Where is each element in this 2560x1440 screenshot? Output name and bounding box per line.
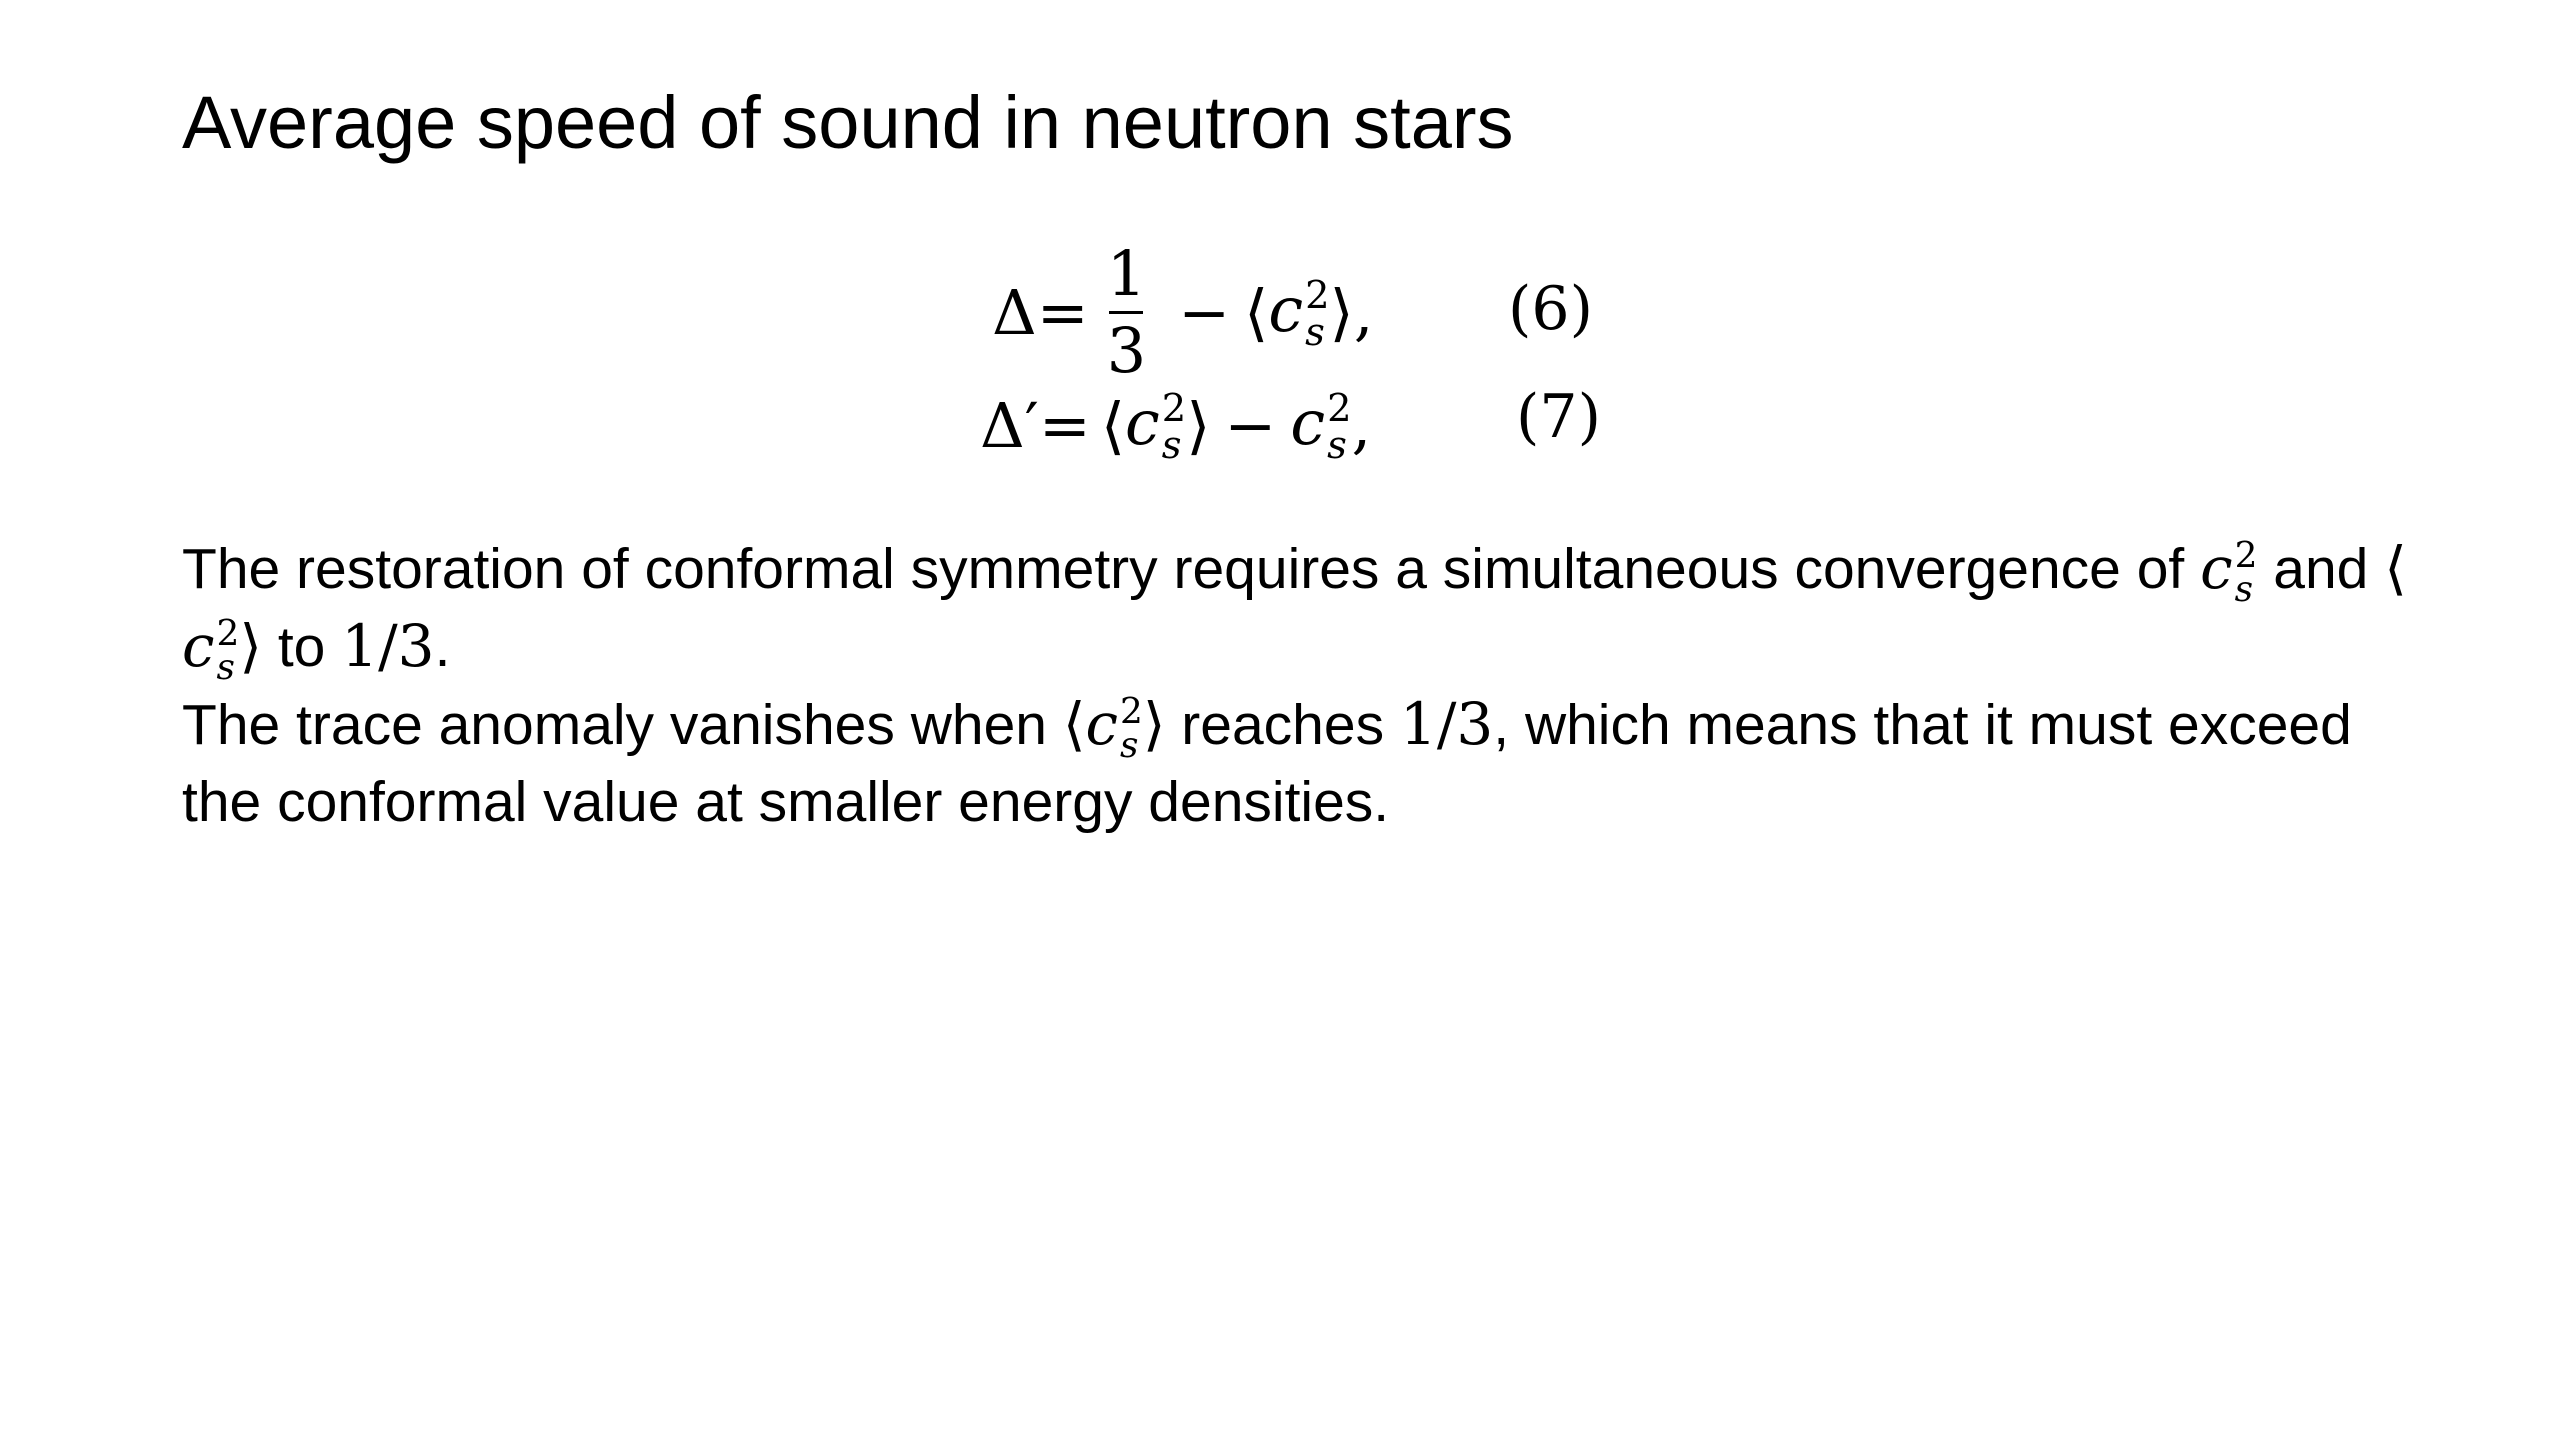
eq7-close-bracket: ⟩ <box>1186 388 1211 462</box>
eq6-lhs: Δ= <box>992 275 1089 349</box>
p1-text-b: and <box>2257 537 2385 601</box>
eq6-cs2 <box>1268 272 1330 355</box>
eq7-open-bracket: ⟨ <box>1100 388 1126 462</box>
eq7-cs2-sub: s <box>1327 422 1347 468</box>
eq6-numerator: 1 <box>1106 236 1147 310</box>
paragraph-conformal-symmetry <box>182 530 2442 686</box>
p2-value: 1/3 <box>1399 690 1494 758</box>
p2-text-c: , which means that it must exceed the conformal value at smaller energy densities. <box>182 693 2352 834</box>
eq7-cs2-sup: 2 <box>1327 386 1352 432</box>
p1-cs-sub: s <box>2234 568 2254 610</box>
p1-cs2 <box>2200 530 2258 610</box>
p1-cs2-var: c <box>182 612 215 680</box>
equation-6 <box>992 232 1373 392</box>
p1-cs2-sup: 2 <box>216 612 240 654</box>
eq6-close-bracket: ⟩, <box>1329 275 1374 349</box>
p1-open-bracket: ⟨ <box>2384 534 2407 602</box>
eq6-cs-sub: s <box>1305 309 1325 355</box>
p2-text-b: reaches <box>1165 693 1400 757</box>
eq6-denominator: 3 <box>1106 313 1147 387</box>
eq7-minus: − <box>1224 388 1277 462</box>
eq6-cs-var: c <box>1268 272 1304 346</box>
equation-6-number: (6) <box>1508 274 1593 344</box>
p1-text-c: to <box>262 615 342 679</box>
p1-cs-sup: 2 <box>2234 534 2258 576</box>
eq7-cs2 <box>1290 385 1352 468</box>
p1-cs2-avg <box>182 608 240 688</box>
paragraph-trace-anomaly <box>182 686 2442 841</box>
eq6-minus: − <box>1178 275 1231 349</box>
p1-cs2-sub: s <box>216 646 235 688</box>
eq6-cs-sup: 2 <box>1305 273 1330 319</box>
body-text <box>182 530 2442 841</box>
p2-cs-sup: 2 <box>1119 690 1143 732</box>
p1-cs-var: c <box>2200 534 2233 602</box>
eq7-lhs: Δ′= <box>980 388 1091 462</box>
p2-close-bracket: ⟩ <box>1142 690 1166 758</box>
p1-value: 1/3 <box>341 612 435 680</box>
eq7-cs-var: c <box>1125 385 1160 459</box>
eq7-cs-sub: s <box>1161 422 1182 468</box>
eq6-fraction <box>1103 236 1150 387</box>
p1-text-a: The restoration of conformal symmetry requires a simultaneous convergence of <box>182 537 2201 601</box>
p2-text-a: The trace anomaly vanishes when <box>182 693 1063 757</box>
eq7-cs-sup: 2 <box>1161 386 1187 432</box>
p2-open-bracket: ⟨ <box>1062 690 1086 758</box>
p2-cs-sub: s <box>1119 724 1139 766</box>
eq7-trailing-comma: , <box>1351 388 1372 462</box>
eq7-cs2-avg <box>1125 385 1187 468</box>
eq7-cs2-var: c <box>1290 385 1326 459</box>
equation-7 <box>980 380 1371 470</box>
p1-close-bracket: ⟩ <box>239 612 262 680</box>
p2-cs2-avg <box>1085 686 1143 766</box>
p2-cs-var: c <box>1085 690 1118 758</box>
p1-text-d: . <box>434 615 451 679</box>
slide-title: Average speed of sound in neutron stars <box>182 81 1514 164</box>
eq6-open-bracket: ⟨ <box>1244 275 1269 349</box>
equation-7-number: (7) <box>1516 382 1601 452</box>
